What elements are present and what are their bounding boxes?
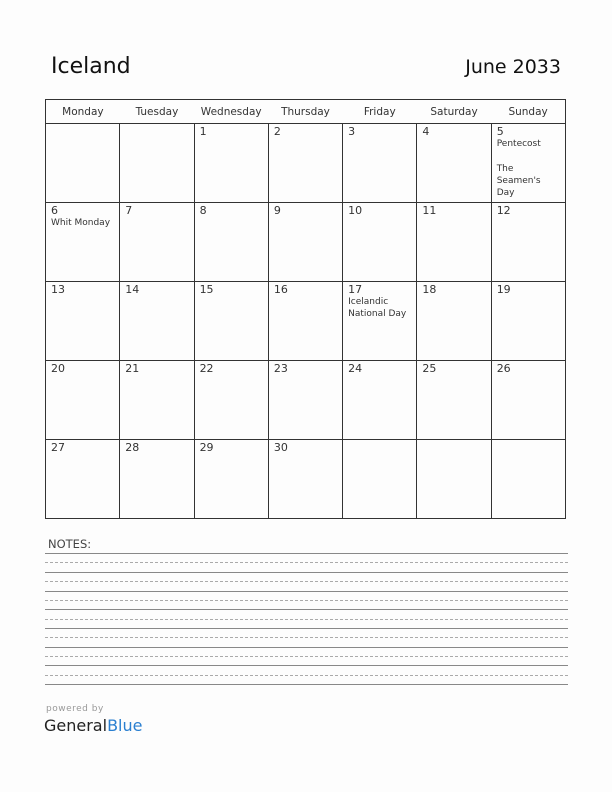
day-cell	[343, 124, 417, 203]
brand-general: General	[44, 716, 108, 735]
day-number: 6	[51, 204, 58, 217]
day-cell	[194, 361, 268, 440]
notes-line	[45, 591, 568, 592]
notes-line	[45, 609, 568, 610]
powered-by-text: powered by	[46, 704, 104, 714]
brand-blue: Blue	[107, 716, 143, 735]
day-number: 30	[273, 441, 288, 454]
day-number: 23	[273, 362, 288, 375]
day-number: 9	[273, 204, 281, 217]
day-cell	[491, 282, 565, 361]
notes-line	[45, 600, 568, 601]
weekday-header: Friday	[343, 100, 417, 124]
day-number: 14	[125, 283, 140, 296]
day-number: 28	[125, 441, 140, 454]
day-cell	[491, 361, 565, 440]
day-cell	[194, 282, 268, 361]
day-cell	[417, 361, 491, 440]
weekday-header: Saturday	[417, 100, 491, 124]
week-row	[46, 124, 566, 203]
day-cell	[120, 282, 194, 361]
weekday-header: Thursday	[268, 100, 342, 124]
day-number: 20	[51, 362, 65, 375]
empty-day-cell	[417, 440, 491, 519]
day-cell	[268, 124, 342, 203]
day-number: 7	[125, 204, 133, 217]
day-number: 13	[51, 283, 65, 296]
day-number: 2	[273, 125, 281, 138]
day-number: 21	[125, 362, 140, 375]
day-cell	[120, 440, 194, 519]
day-number: 25	[422, 362, 437, 375]
day-cell	[46, 282, 120, 361]
weekday-header: Sunday	[491, 100, 565, 124]
day-cell	[417, 282, 491, 361]
notes-line	[45, 637, 568, 638]
holiday-event: Icelandic National Day	[348, 297, 407, 319]
day-number: 1	[199, 125, 207, 138]
day-number: 3	[348, 125, 356, 138]
weekday-header-row	[46, 100, 566, 124]
holiday-event: The Seamen's Day	[496, 164, 541, 198]
empty-day-cell	[343, 440, 417, 519]
day-cell	[46, 361, 120, 440]
day-cell	[343, 361, 417, 440]
week-row	[46, 361, 566, 440]
day-cell	[46, 203, 120, 282]
week-row	[46, 440, 566, 519]
notes-label: NOTES:	[48, 537, 92, 551]
day-number: 4	[422, 125, 430, 138]
day-cell	[268, 440, 342, 519]
day-cell	[491, 124, 565, 203]
day-cell	[194, 124, 268, 203]
day-number: 24	[348, 362, 363, 375]
day-cell	[491, 203, 565, 282]
day-cell	[417, 203, 491, 282]
day-cell	[194, 440, 268, 519]
notes-line	[45, 628, 568, 629]
day-number: 10	[348, 204, 363, 217]
day-cell	[120, 203, 194, 282]
day-cell	[343, 203, 417, 282]
day-cell	[268, 203, 342, 282]
notes-line	[45, 562, 568, 563]
month-year-title: June 2033	[465, 56, 561, 78]
day-number: 29	[199, 441, 214, 454]
week-row	[46, 203, 566, 282]
notes-line	[45, 581, 568, 582]
day-cell	[46, 440, 120, 519]
day-number: 18	[422, 283, 437, 296]
day-number: 26	[496, 362, 511, 375]
empty-day-cell	[46, 124, 120, 203]
day-number: 27	[51, 441, 65, 454]
day-cell	[343, 282, 417, 361]
notes-line	[45, 684, 568, 685]
holiday-event: Whit Monday	[51, 218, 111, 228]
notes-line	[45, 572, 568, 573]
week-row	[46, 282, 566, 361]
weekday-header: Wednesday	[194, 100, 268, 124]
notes-line	[45, 665, 568, 666]
day-cell	[194, 203, 268, 282]
day-number: 12	[496, 204, 511, 217]
notes-line	[45, 619, 568, 620]
holiday-event: Pentecost	[496, 139, 541, 149]
day-number: 22	[199, 362, 214, 375]
notes-line	[45, 656, 568, 657]
notes-line	[45, 647, 568, 648]
day-cell	[268, 282, 342, 361]
country-title: Iceland	[51, 54, 131, 79]
day-cell	[120, 361, 194, 440]
weekday-header: Tuesday	[120, 100, 194, 124]
day-number: 17	[348, 283, 363, 296]
day-cell	[268, 361, 342, 440]
calendar-grid	[45, 99, 566, 519]
empty-day-cell	[120, 124, 194, 203]
day-number: 16	[273, 283, 288, 296]
day-number: 8	[199, 204, 207, 217]
day-number: 11	[422, 204, 437, 217]
generalblue-logo[interactable]	[44, 716, 142, 735]
day-number: 5	[496, 125, 504, 138]
day-number: 19	[496, 283, 511, 296]
empty-day-cell	[491, 440, 565, 519]
weekday-header: Monday	[46, 100, 120, 124]
notes-line	[45, 675, 568, 676]
day-cell	[417, 124, 491, 203]
day-number: 15	[199, 283, 214, 296]
notes-line	[45, 553, 568, 554]
